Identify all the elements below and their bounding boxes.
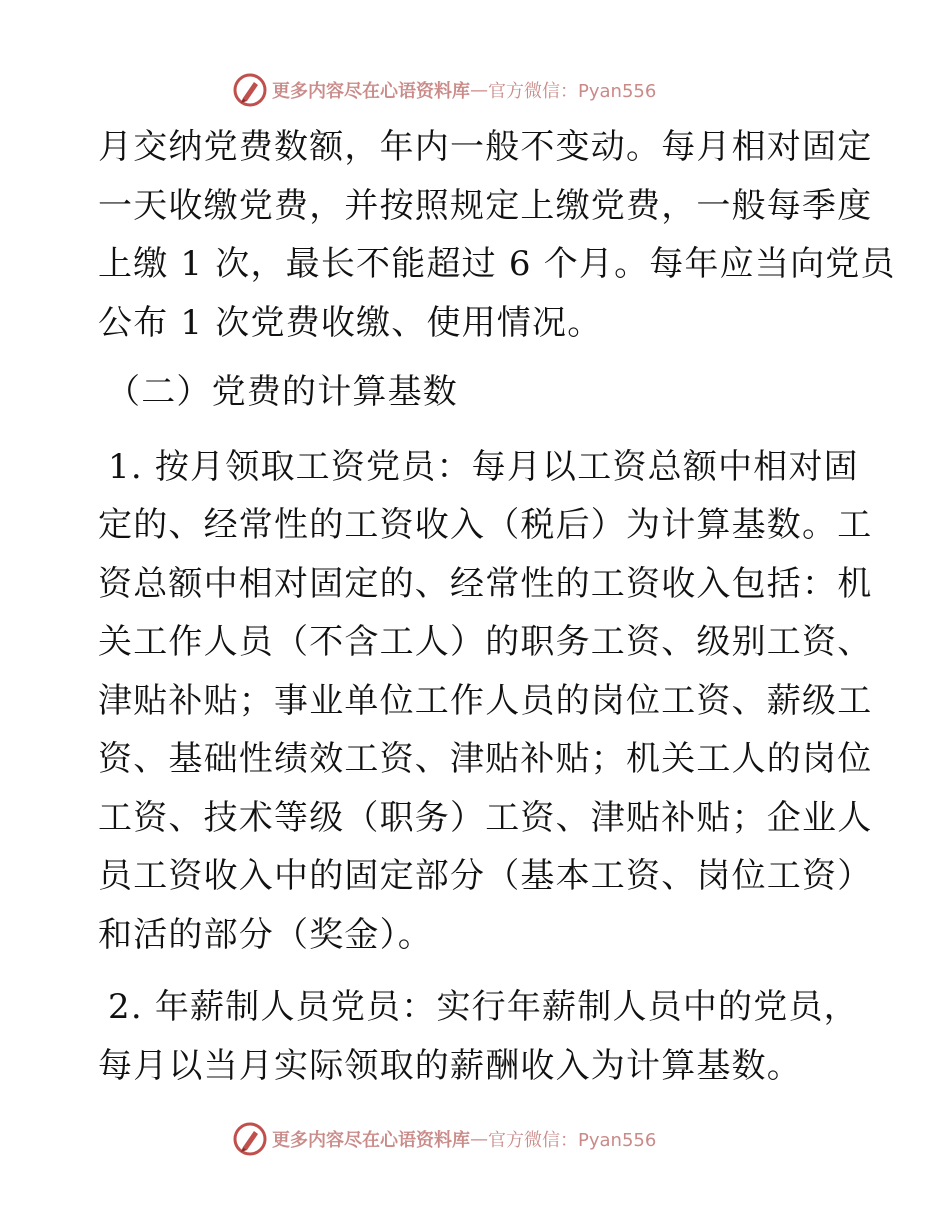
header-watermark [232,70,656,110]
text-line: 每月以当月实际领取的薪酬收入为计算基数。 [98,1045,802,1086]
text-line: 一天收缴党费，并按照规定上缴党费，一般每季度 [98,185,873,226]
text-line: 1. 按月领取工资党员：每月以工资总额中相对固 [108,446,859,487]
paragraph-party-fee-collection [98,118,896,352]
text-line: 津贴补贴；事业单位工作人员的岗位工资、薪级工 [98,680,873,721]
text-line: 员工资收入中的固定部分（基本工资、岗位工资） [98,856,873,896]
text-line: 上缴 1 次，最长不能超过 6 个月。每年应当向党员 [98,244,896,284]
watermark-text: 更多内容尽在心语资料库 [272,1130,470,1151]
watermark-contact: 官方微信：Pyan556 [488,81,657,102]
text-line: 工资、技术等级（职务）工资、津贴补贴；企业人 [98,797,873,838]
paragraph-annual-salary [98,978,858,1095]
text-line: 资总额中相对固定的、经常性的工资收入包括：机 [98,563,873,604]
watermark-contact: 官方微信：Pyan556 [488,1130,657,1151]
footer-watermark [232,1119,656,1159]
text-line: 2. 年薪制人员党员：实行年薪制人员中的党员， [108,987,859,1027]
pen-logo-icon [232,1121,268,1157]
text-line: 资、基础性绩效工资、津贴补贴；机关工人的岗位 [98,739,873,779]
text-line: 月交纳党费数额，年内一般不变动。每月相对固定 [98,127,873,167]
pen-logo-icon [232,72,268,108]
watermark-dash: — [470,79,488,101]
section-heading: （二）党费的计算基数 [106,372,458,412]
document-body [98,118,896,1095]
text-line: 公布 1 次党费收缴、使用情况。 [98,302,603,343]
watermark-dash: — [470,1128,488,1150]
text-line: 和活的部分（奖金）。 [98,914,433,955]
text-line: 定的、经常性的工资收入（税后）为计算基数。工 [98,505,873,545]
watermark-text: 更多内容尽在心语资料库 [272,81,470,102]
paragraph-monthly-salary [98,438,873,965]
text-line: 关工作人员（不含工人）的职务工资、级别工资、 [98,622,873,662]
